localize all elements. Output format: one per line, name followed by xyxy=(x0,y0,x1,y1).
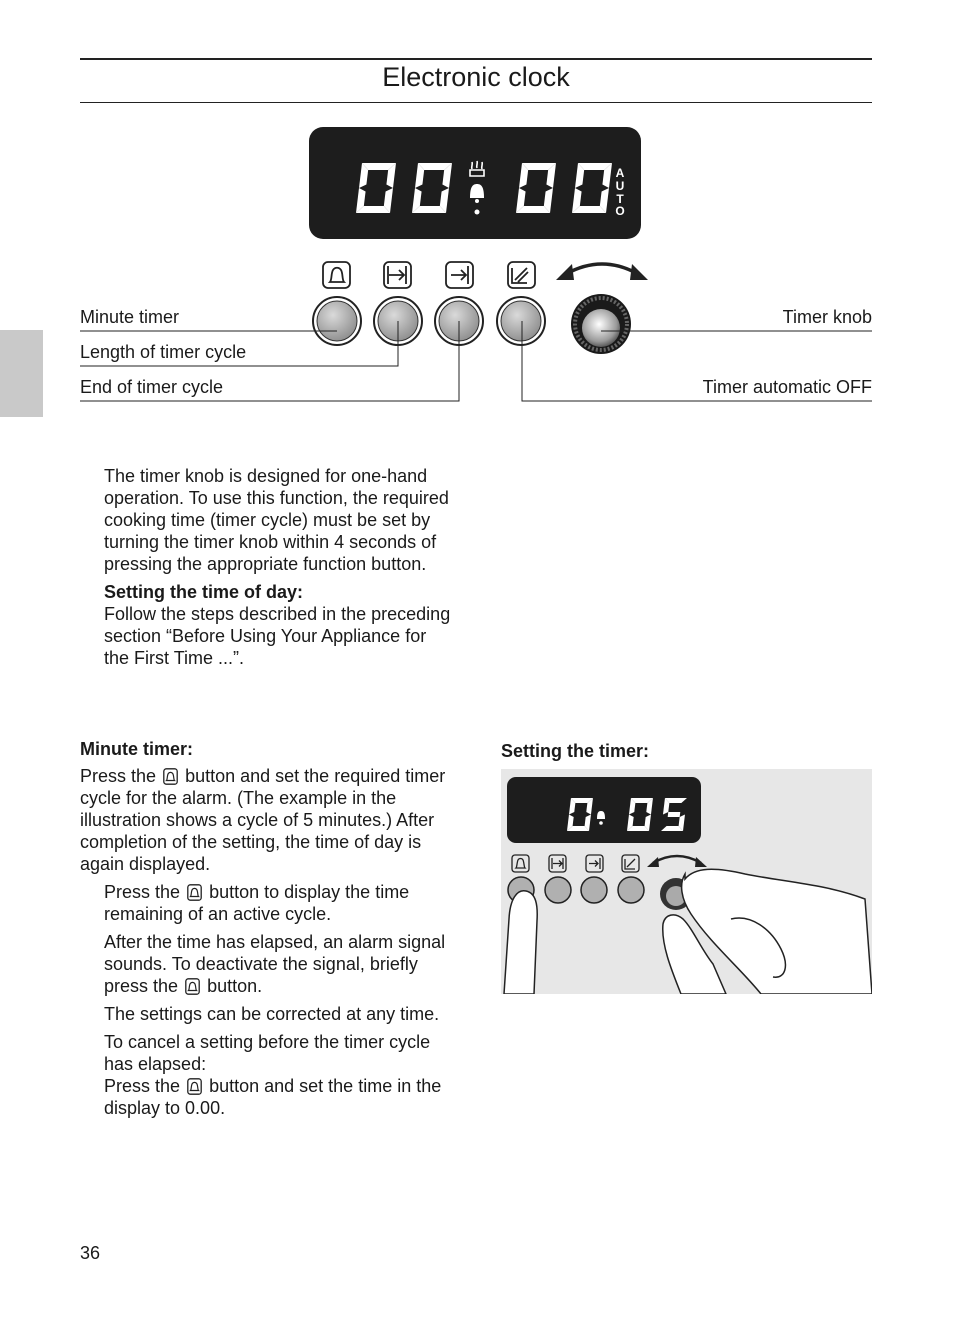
timer-automatic-off-button[interactable] xyxy=(497,297,545,345)
label-end-of-timer-cycle: End of timer cycle xyxy=(80,377,224,397)
minute-timer-heading: Minute timer: xyxy=(80,739,194,759)
length-cycle-icon xyxy=(384,262,411,288)
intro-text: The timer knob is designed for one-hand operation. To use this function, the required cooking time (timer cycle) must be set by turning the timer knob within 4 seconds of pressing the appropriate function button. xyxy=(104,466,449,574)
label-timer-knob: Timer knob xyxy=(782,307,872,327)
time-of-day-heading: Setting the time of day: xyxy=(104,582,304,602)
auto-letter: A xyxy=(615,166,625,180)
lcd-segment xyxy=(668,812,681,817)
automatic-off-icon xyxy=(508,262,535,288)
timer-knob[interactable] xyxy=(571,294,631,354)
rotation-arrow-icon xyxy=(556,264,648,280)
minute-timer-p4: The settings can be corrected at any time. xyxy=(104,1004,440,1024)
intro-section xyxy=(104,465,454,669)
bell-button-icon xyxy=(187,884,202,901)
minute-timer-button[interactable] xyxy=(313,297,361,345)
text-fragment: Press the xyxy=(104,1076,181,1096)
bell-button-icon xyxy=(187,1078,202,1095)
page-title: Electronic clock xyxy=(382,62,570,92)
bell-button-icon xyxy=(185,978,200,995)
small-clock-display xyxy=(507,777,701,843)
text-fragment: Press the xyxy=(104,882,181,902)
bell-button-icon xyxy=(163,768,178,785)
setting-timer-heading: Setting the timer: xyxy=(501,741,650,761)
text-fragment: button and set the time in the display to 0.00. xyxy=(104,1076,442,1118)
clock-display xyxy=(309,127,641,239)
auto-letter: T xyxy=(616,192,624,206)
text-fragment: button and set the required timer cycle for the alarm. (The example in the illustration shows a cycle of 5 minutes.) After completion of the setting, the time of day is again displayed. xyxy=(80,766,446,874)
text-fragment: button to display the time remaining of an active cycle. xyxy=(104,882,410,924)
time-of-day-text: Follow the steps described in the preceding section “Before Using Your Appliance for the First Time ...”. xyxy=(104,604,451,668)
auto-letter: U xyxy=(615,179,625,193)
auto-letter: O xyxy=(615,204,625,218)
text-fragment: To cancel a setting before the timer cycle has elapsed: xyxy=(104,1032,431,1074)
minute-timer-p1 xyxy=(80,765,452,875)
end-cycle-icon xyxy=(446,262,473,288)
bell-symbol-icon xyxy=(323,262,350,288)
minute-timer-p3 xyxy=(104,931,452,997)
minute-timer-p5 xyxy=(104,1031,452,1119)
setting-timer-illustration xyxy=(501,769,872,994)
minute-timer-p2 xyxy=(104,881,452,925)
label-length-of-timer-cycle: Length of timer cycle xyxy=(80,342,247,362)
label-timer-automatic-off: Timer automatic OFF xyxy=(702,377,872,397)
text-fragment: Press the xyxy=(80,766,157,786)
page-number: 36 xyxy=(80,1243,101,1263)
label-minute-timer: Minute timer xyxy=(80,307,180,327)
text-fragment: button. xyxy=(207,976,263,996)
minute-timer-steps xyxy=(104,881,452,1125)
text-fragment: After the time has elapsed, an alarm signal sounds. To deactivate the signal, briefly press the xyxy=(104,932,446,996)
